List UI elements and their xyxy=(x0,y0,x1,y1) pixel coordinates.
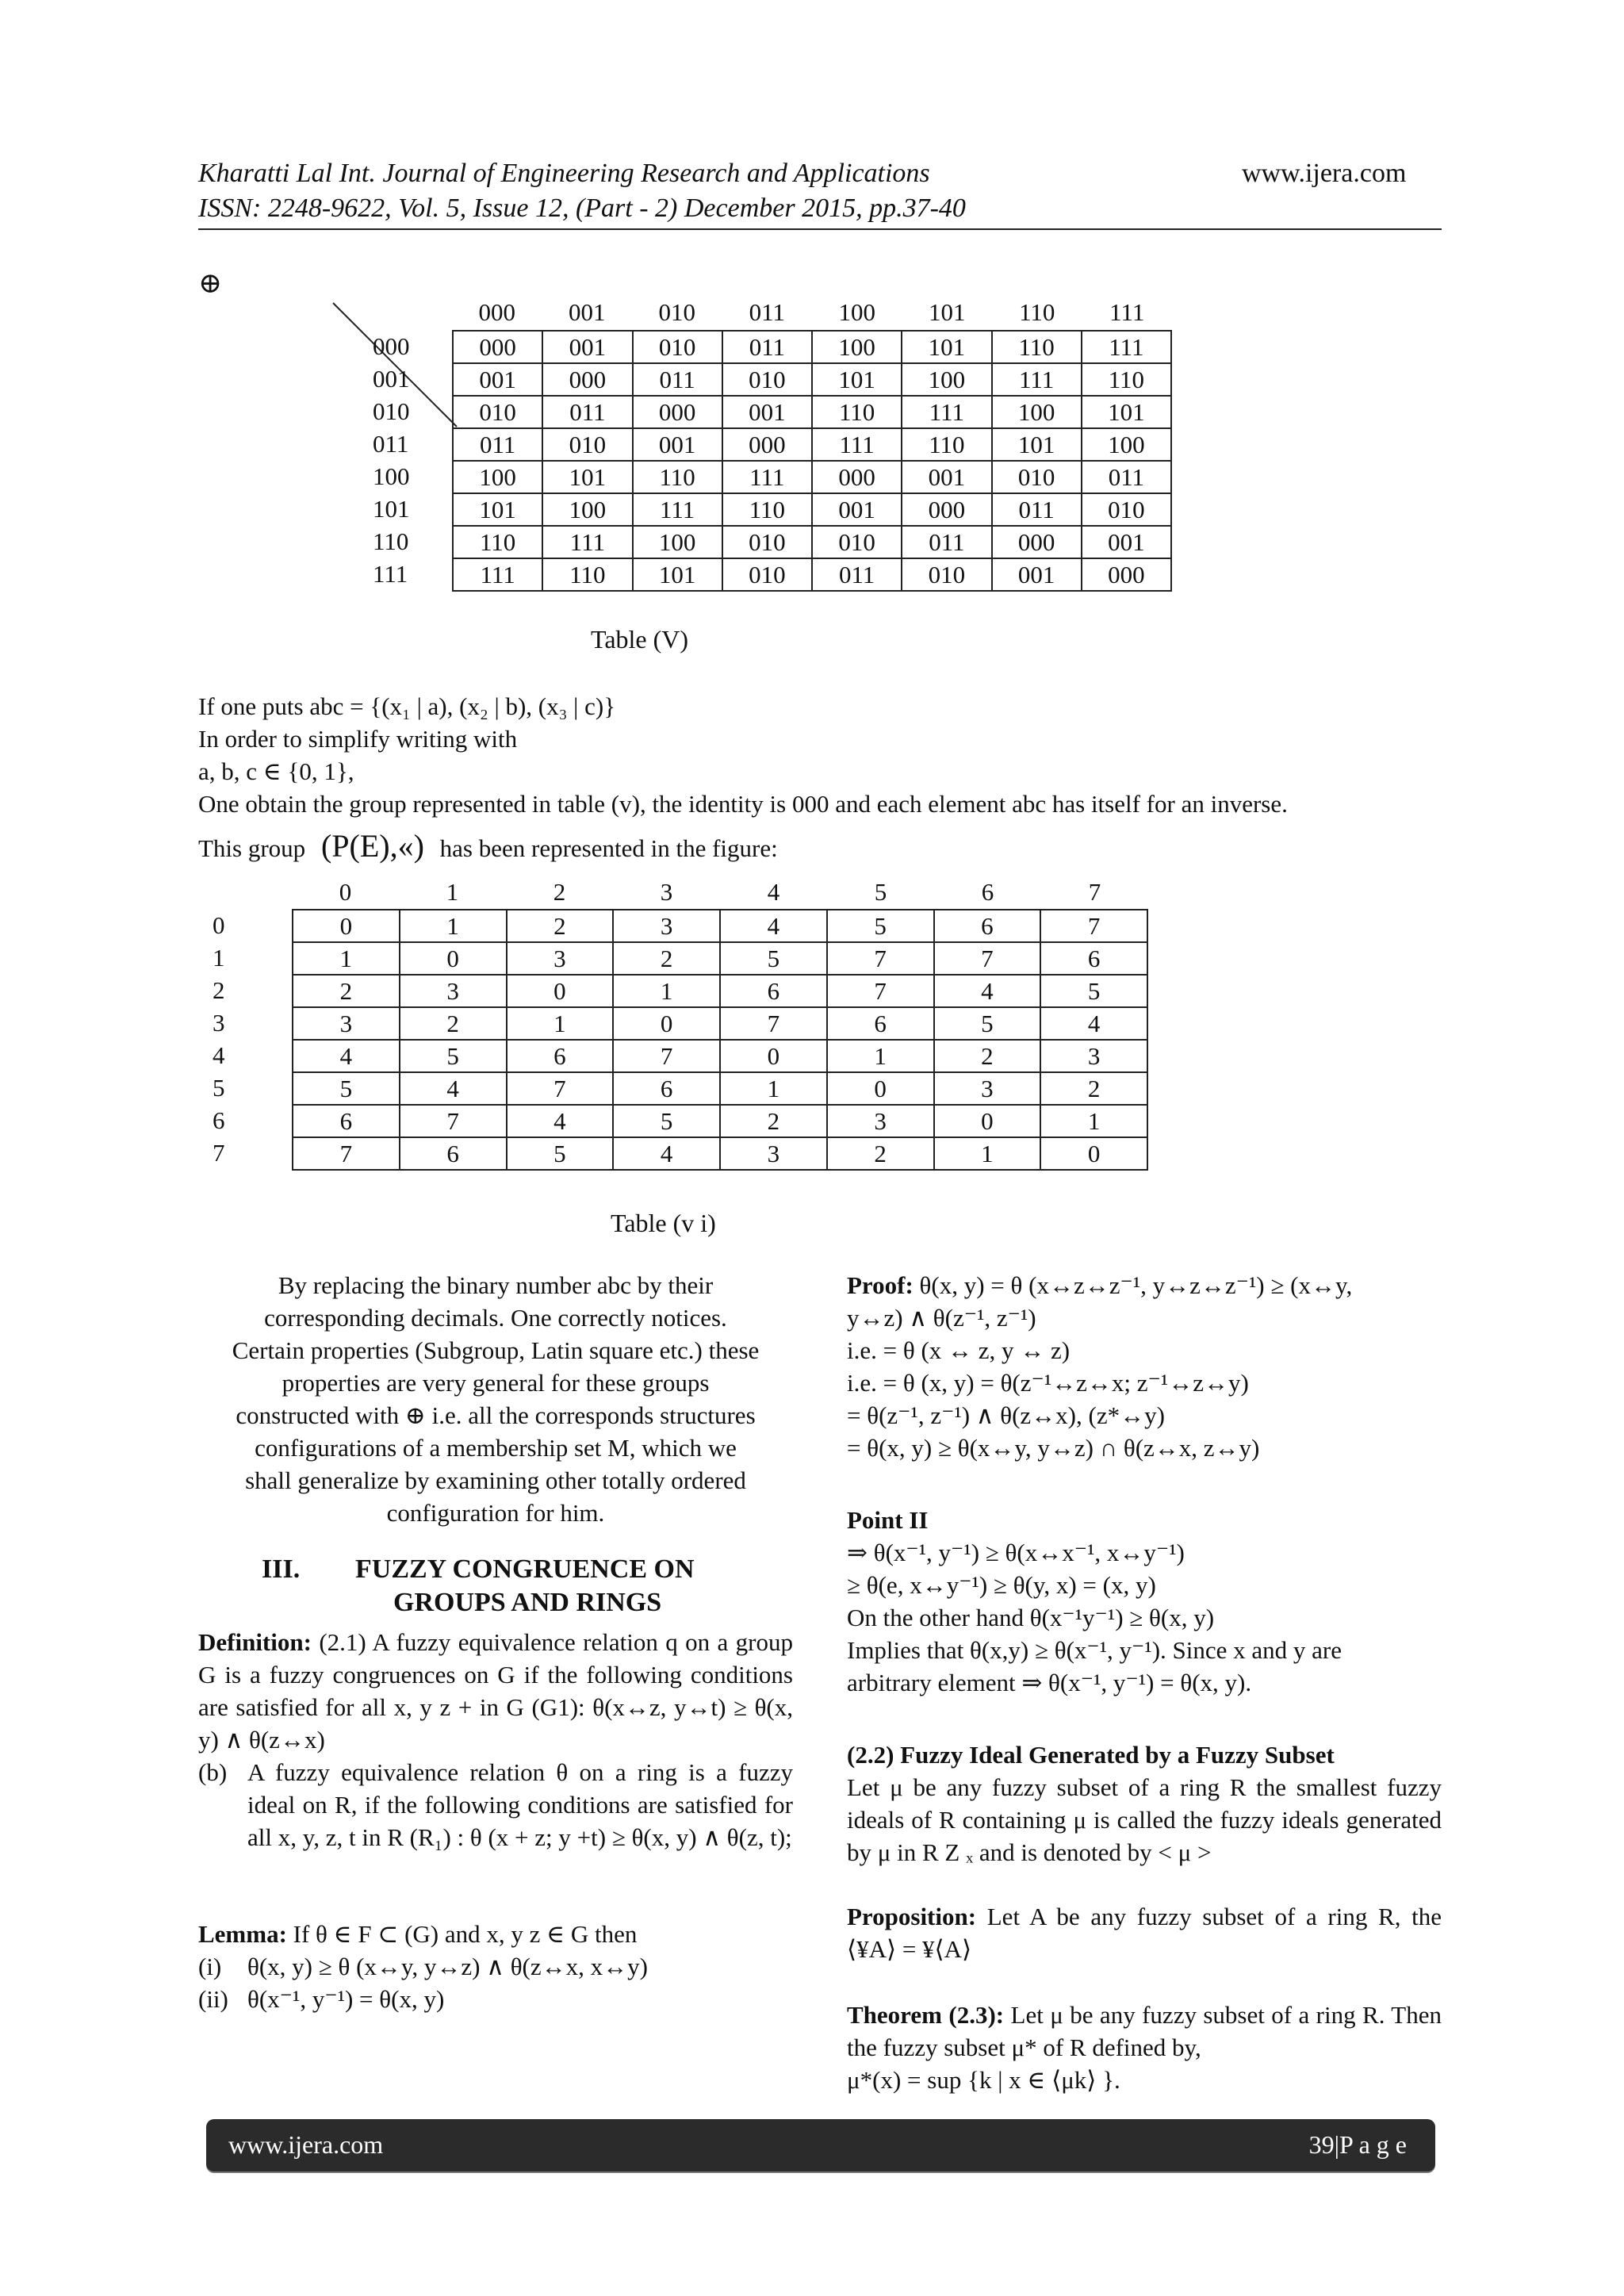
table6-cell: 2 xyxy=(720,1105,827,1137)
table6-cell: 6 xyxy=(720,975,827,1007)
table5-cell: 110 xyxy=(722,493,812,526)
table5-column-header: 011 xyxy=(749,298,785,326)
lemma-label: Lemma: xyxy=(198,1920,287,1948)
table5-cell: 011 xyxy=(812,558,902,591)
table5-cell: 101 xyxy=(633,558,722,591)
table5-row-header: 110 xyxy=(373,527,409,555)
table6-cell: 2 xyxy=(934,1040,1041,1072)
table6-cell: 6 xyxy=(1040,942,1147,975)
table6-cell: 5 xyxy=(613,1105,720,1137)
table6-row xyxy=(293,1007,1147,1040)
table5-cell: 011 xyxy=(902,526,991,558)
intro-line-2: In order to simplify writing with xyxy=(198,725,518,753)
point-2-line-1: ⇒ θ(x⁻¹, y⁻¹) ≥ θ(x↔x⁻¹, x↔y⁻¹) xyxy=(847,1539,1185,1566)
table5-cell: 101 xyxy=(453,493,542,526)
table5-column-header: 101 xyxy=(929,298,966,326)
point-2-heading: Point II xyxy=(847,1506,929,1534)
table5-cell: 111 xyxy=(542,526,632,558)
intro-line-5-post: has been represented in the figure: xyxy=(439,834,778,862)
lemma-ii-label: (ii) xyxy=(198,1985,228,2013)
table6-cell: 7 xyxy=(827,975,934,1007)
table5-column-header: 111 xyxy=(1109,298,1145,326)
table5-row xyxy=(453,331,1171,363)
definition-label: Definition: xyxy=(198,1628,312,1656)
proof-line-2: y↔z) ∧ θ(z⁻¹, z⁻¹) xyxy=(847,1304,1036,1332)
lemma-i: θ(x, y) ≥ θ (x↔y, y↔z) ∧ θ(z↔x, x↔y) xyxy=(247,1953,648,1980)
table5-column-headers xyxy=(452,298,1172,330)
table6-cell: 4 xyxy=(1040,1007,1147,1040)
table6-cell: 6 xyxy=(827,1007,934,1040)
table6-cell: 0 xyxy=(507,975,614,1007)
table6-column-header: 1 xyxy=(446,878,459,906)
table6-cell: 1 xyxy=(934,1137,1041,1170)
table6-cell: 2 xyxy=(507,910,614,942)
theorem-2-3 xyxy=(847,1999,1442,2064)
table6-cell: 7 xyxy=(507,1072,614,1105)
table6-cell: 1 xyxy=(613,975,720,1007)
table6-cell: 6 xyxy=(293,1105,400,1137)
intro-line-5-pre: This group xyxy=(198,834,306,862)
table5-cell: 101 xyxy=(812,363,902,396)
table5-cell: 101 xyxy=(902,331,991,363)
table6-cell: 6 xyxy=(613,1072,720,1105)
table5-cell: 110 xyxy=(1082,363,1171,396)
table5-row-header: 011 xyxy=(373,430,409,458)
intro-line-3: a, b, c ∈ {0, 1}, xyxy=(198,757,354,785)
table5-cell: 010 xyxy=(722,558,812,591)
table6-cell: 6 xyxy=(934,910,1041,942)
table6-cell: 4 xyxy=(934,975,1041,1007)
lemma-text: If θ ∈ F ⊂ (G) and x, y z ∈ G then xyxy=(293,1920,638,1948)
table6-cell: 3 xyxy=(293,1007,400,1040)
section-number: III. xyxy=(262,1554,301,1584)
table6-cell: 6 xyxy=(507,1040,614,1072)
table6-cell: 7 xyxy=(293,1137,400,1170)
table6-cell: 2 xyxy=(827,1137,934,1170)
table5-row xyxy=(453,493,1171,526)
table6-column-header: 3 xyxy=(660,878,673,906)
group-formula: (P(E),«) xyxy=(320,828,424,864)
table6-cell: 5 xyxy=(720,942,827,975)
table5-column-header: 010 xyxy=(658,298,695,326)
table5-cell: 000 xyxy=(633,396,722,428)
table5-cell: 011 xyxy=(992,493,1082,526)
table6-row-header: 0 xyxy=(213,911,225,939)
table5-cell: 100 xyxy=(812,331,902,363)
table5-row-header: 001 xyxy=(373,365,410,393)
lemma xyxy=(198,1918,637,1950)
table5-cell: 010 xyxy=(812,526,902,558)
table5-cell: 001 xyxy=(902,461,991,493)
table5-cell: 000 xyxy=(542,363,632,396)
table6-cell: 5 xyxy=(400,1040,507,1072)
table6-cell: 3 xyxy=(507,942,614,975)
left-paragraph-line: shall generalize by examining other totally ordered xyxy=(245,1466,746,1494)
table5-cell: 010 xyxy=(992,461,1082,493)
table5-column-header: 000 xyxy=(478,298,515,326)
table6-column-header: 2 xyxy=(553,878,566,906)
table6-row xyxy=(293,1105,1147,1137)
left-paragraph-line: constructed with ⊕ i.e. all the corresponds structures xyxy=(236,1401,756,1429)
table6-cell: 7 xyxy=(720,1007,827,1040)
table6-row-header: 7 xyxy=(213,1139,225,1167)
table5-cell: 100 xyxy=(992,396,1082,428)
table5-cell: 000 xyxy=(1082,558,1171,591)
section-title-1: FUZZY CONGRUENCE ON xyxy=(355,1554,695,1584)
proof-line-1-text: θ(x, y) = θ (x↔z↔z⁻¹, y↔z↔z⁻¹) ≥ (x↔y, xyxy=(919,1271,1353,1299)
table6-cell: 5 xyxy=(507,1137,614,1170)
table6-cell: 5 xyxy=(293,1072,400,1105)
table6-cell: 5 xyxy=(827,910,934,942)
proof-label: Proof: xyxy=(847,1271,914,1299)
table5-cell: 011 xyxy=(453,428,542,461)
table5-row xyxy=(453,461,1171,493)
table5-row-header: 111 xyxy=(373,560,408,588)
point-2-line-2: ≥ θ(e, x↔y⁻¹) ≥ θ(y, x) = (x, y) xyxy=(847,1571,1156,1599)
table5-cell: 000 xyxy=(722,428,812,461)
table6-cell: 7 xyxy=(827,942,934,975)
table6-cell: 4 xyxy=(720,910,827,942)
header-rule xyxy=(198,228,1442,230)
table5-column-header: 110 xyxy=(1019,298,1055,326)
table6-cell: 1 xyxy=(720,1072,827,1105)
lemma-i-label: (i) xyxy=(198,1953,222,1980)
table5-cell: 111 xyxy=(722,461,812,493)
table5-cell: 100 xyxy=(453,461,542,493)
table5-row xyxy=(453,363,1171,396)
left-paragraph-line: properties are very general for these groups xyxy=(282,1369,710,1397)
left-paragraph-line: Certain properties (Subgroup, Latin square etc.) these xyxy=(232,1336,760,1364)
table6-cell: 3 xyxy=(1040,1040,1147,1072)
table5-cell: 001 xyxy=(812,493,902,526)
table6-cell: 1 xyxy=(400,910,507,942)
table5-cell: 000 xyxy=(812,461,902,493)
table6-row xyxy=(293,975,1147,1007)
table5-grid xyxy=(452,330,1172,592)
table5-cell: 001 xyxy=(542,331,632,363)
section-title-2: GROUPS AND RINGS xyxy=(393,1588,662,1617)
table5-cell: 000 xyxy=(902,493,991,526)
table6-row-header: 6 xyxy=(213,1106,225,1134)
proposition-label: Proposition: xyxy=(847,1903,977,1930)
table5-row xyxy=(453,428,1171,461)
table5-cell: 010 xyxy=(722,526,812,558)
table5-cell: 111 xyxy=(812,428,902,461)
table5-cell: 100 xyxy=(1082,428,1171,461)
table6-cell: 7 xyxy=(613,1040,720,1072)
definition-b-label: (b) xyxy=(198,1758,228,1786)
table6-column-header: 5 xyxy=(874,878,887,906)
table6-cell: 3 xyxy=(934,1072,1041,1105)
table5-cell: 010 xyxy=(542,428,632,461)
table5-cell: 010 xyxy=(453,396,542,428)
left-paragraph-line: configuration for him. xyxy=(386,1499,605,1527)
point-2-line-4: Implies that θ(x,y) ≥ θ(x⁻¹, y⁻¹). Since x and y are xyxy=(847,1636,1342,1664)
table5-cell: 000 xyxy=(453,331,542,363)
table6-cell: 3 xyxy=(613,910,720,942)
table6-caption: Table (v i) xyxy=(611,1209,716,1237)
table6-row xyxy=(293,942,1147,975)
table5-cell: 001 xyxy=(453,363,542,396)
definition-2-1 xyxy=(198,1626,793,1756)
table6-cell: 7 xyxy=(400,1105,507,1137)
table6-cell: 7 xyxy=(1040,910,1147,942)
table6-cell: 4 xyxy=(293,1040,400,1072)
table5-cell: 100 xyxy=(633,526,722,558)
table6-row-header: 4 xyxy=(213,1041,225,1069)
definition-text: (2.1) A fuzzy equivalence relation q on a group G is a fuzzy congruences on G if the following conditions are satisfied for all x, y z + in G (G1): θ(x↔z, y↔t) ≥ θ(x, y) ∧ θ(z↔x) xyxy=(198,1628,793,1754)
left-paragraph-line: corresponding decimals. One correctly notices. xyxy=(264,1304,727,1332)
table5-cell: 110 xyxy=(633,461,722,493)
table5-cell: 100 xyxy=(902,363,991,396)
section-2-2-text: Let μ be any fuzzy subset of a ring R the smallest fuzzy ideals of R containing μ is called the fuzzy ideals generated by μ in R Z ₓ and is denoted by < μ > xyxy=(847,1773,1442,1866)
table5-row xyxy=(453,396,1171,428)
table6-cell: 3 xyxy=(400,975,507,1007)
table6-cell: 0 xyxy=(934,1105,1041,1137)
table5-cell: 101 xyxy=(542,461,632,493)
proposition-text: Let A be any fuzzy subset of a ring R, the ⟨¥A⟩ = ¥⟨A⟩ xyxy=(847,1903,1442,1963)
table6-column-header: 4 xyxy=(767,878,780,906)
table6-cell: 2 xyxy=(613,942,720,975)
definition-b-text: A fuzzy equivalence relation θ on a ring is a fuzzy ideal on R, if the following conditions are satisfied for all x, y, z, t in R (R₁) : θ (x + z; y +t) ≥ θ(x, y) ∧ θ(z, t); xyxy=(247,1758,793,1851)
table6-cell: 0 xyxy=(613,1007,720,1040)
table6-cell: 0 xyxy=(1040,1137,1147,1170)
issn-line: ISSN: 2248-9622, Vol. 5, Issue 12, (Part - 2) December 2015, pp.37-40 xyxy=(198,194,966,223)
table5-cell: 110 xyxy=(902,428,991,461)
table5-cell: 011 xyxy=(1082,461,1171,493)
table5-cell: 001 xyxy=(992,558,1082,591)
table5-cell: 001 xyxy=(722,396,812,428)
table5-row-headers xyxy=(373,330,428,590)
table6-column-headers xyxy=(292,878,1148,910)
section-2-2-heading: (2.2) Fuzzy Ideal Generated by a Fuzzy Subset xyxy=(847,1741,1335,1769)
theorem-formula: μ*(x) = sup {k | x ∈ ⟨μk⟩ }. xyxy=(847,2066,1120,2094)
table6-cell: 0 xyxy=(400,942,507,975)
table6-cell: 4 xyxy=(613,1137,720,1170)
table5-cell: 110 xyxy=(812,396,902,428)
xor-symbol: ⊕ xyxy=(198,267,223,299)
table5-cell: 111 xyxy=(992,363,1082,396)
left-paragraph-line: configurations of a membership set M, which we xyxy=(255,1434,737,1462)
table5-cell: 011 xyxy=(633,363,722,396)
table5-row xyxy=(453,526,1171,558)
table6-row xyxy=(293,910,1147,942)
table5-cell: 110 xyxy=(542,558,632,591)
table5-cell: 010 xyxy=(1082,493,1171,526)
table6-cell: 2 xyxy=(1040,1072,1147,1105)
table6-cell: 2 xyxy=(293,975,400,1007)
journal-title: Kharatti Lal Int. Journal of Engineering Research and Applications xyxy=(198,159,930,188)
footer-website: www.ijera.com xyxy=(228,2130,384,2159)
lemma-ii: θ(x⁻¹, y⁻¹) = θ(x, y) xyxy=(247,1985,445,2013)
theorem-label: Theorem (2.3): xyxy=(847,2001,1005,2029)
table6-row-header: 3 xyxy=(213,1009,225,1037)
table6-row xyxy=(293,1040,1147,1072)
left-paragraph xyxy=(198,1269,793,1529)
table5-row-header: 100 xyxy=(373,462,410,490)
table6-cell: 1 xyxy=(827,1040,934,1072)
point-2-line-3: On the other hand θ(x⁻¹y⁻¹) ≥ θ(x, y) xyxy=(847,1604,1215,1631)
intro-line-1: If one puts abc = {(x₁ | a), (x₂ | b), (x₃ | c)} xyxy=(198,692,616,720)
table6-cell: 1 xyxy=(1040,1105,1147,1137)
table5-row-header: 101 xyxy=(373,495,410,523)
table6-cell: 3 xyxy=(827,1105,934,1137)
table6-cell: 0 xyxy=(827,1072,934,1105)
table6-column-header: 7 xyxy=(1088,878,1101,906)
table5-cell: 101 xyxy=(1082,396,1171,428)
table6-cell: 2 xyxy=(400,1007,507,1040)
proof-line-5: = θ(z⁻¹, z⁻¹) ∧ θ(z↔x), (z*↔y) xyxy=(847,1401,1165,1429)
table5-cell: 111 xyxy=(633,493,722,526)
table5-cell: 011 xyxy=(542,396,632,428)
proof-line-6: = θ(x, y) ≥ θ(x↔y, y↔z) ∩ θ(z↔x, z↔y) xyxy=(847,1434,1260,1462)
table6-cell: 1 xyxy=(507,1007,614,1040)
table5-cell: 001 xyxy=(633,428,722,461)
page-footer xyxy=(206,2119,1435,2171)
table6-row xyxy=(293,1072,1147,1105)
intro-line-5 xyxy=(198,830,778,864)
table6-cell: 4 xyxy=(400,1072,507,1105)
table6-cell: 0 xyxy=(293,910,400,942)
proof-line-3: i.e. = θ (x ↔ z, y ↔ z) xyxy=(847,1336,1071,1364)
table5-cell: 010 xyxy=(902,558,991,591)
table5-cell: 110 xyxy=(453,526,542,558)
table5-cell: 111 xyxy=(453,558,542,591)
table6-row-header: 5 xyxy=(213,1074,225,1102)
table6-cell: 0 xyxy=(720,1040,827,1072)
table6-grid xyxy=(292,909,1148,1171)
table5-cell: 000 xyxy=(992,526,1082,558)
footer-page-number: 39|P a g e xyxy=(1308,2130,1407,2159)
table6-column-header: 6 xyxy=(981,878,994,906)
table6-row xyxy=(293,1137,1147,1170)
table5-cell: 010 xyxy=(722,363,812,396)
left-paragraph-line: By replacing the binary number abc by their xyxy=(278,1271,714,1299)
point-2-line-5: arbitrary element ⇒ θ(x⁻¹, y⁻¹) = θ(x, y). xyxy=(847,1669,1252,1696)
proof-line-4: i.e. = θ (x, y) = θ(z⁻¹↔z↔x; z⁻¹↔z↔y) xyxy=(847,1369,1249,1397)
intro-line-4: One obtain the group represented in table (v), the identity is 000 and each element abc has itself for an inverse. xyxy=(198,790,1288,818)
table6-column-header: 0 xyxy=(339,878,352,906)
table6-row-header: 2 xyxy=(213,976,225,1004)
table5-cell: 010 xyxy=(633,331,722,363)
proposition xyxy=(847,1900,1442,1965)
header-website: www.ijera.com xyxy=(1242,159,1407,188)
table5-cell: 001 xyxy=(1082,526,1171,558)
table6-cell: 6 xyxy=(400,1137,507,1170)
table5-column-header: 001 xyxy=(569,298,606,326)
table6-row-headers xyxy=(213,909,260,1169)
table5-row xyxy=(453,558,1171,591)
table6-cell: 1 xyxy=(293,942,400,975)
theorem-text: Let μ be any fuzzy subset of a ring R. Then the fuzzy subset μ* of R defined by, xyxy=(847,2001,1442,2061)
table5-row-header: 010 xyxy=(373,397,410,425)
table5-row-header: 000 xyxy=(373,332,410,360)
table5-cell: 110 xyxy=(992,331,1082,363)
table5-cell: 011 xyxy=(722,331,812,363)
table5-cell: 100 xyxy=(542,493,632,526)
table6-cell: 7 xyxy=(934,942,1041,975)
table6-row-header: 1 xyxy=(213,944,225,972)
table5-cell: 111 xyxy=(902,396,991,428)
table6-cell: 5 xyxy=(1040,975,1147,1007)
table6-cell: 4 xyxy=(507,1105,614,1137)
table5-column-header: 100 xyxy=(838,298,875,326)
table6-cell: 3 xyxy=(720,1137,827,1170)
table5-cell: 111 xyxy=(1082,331,1171,363)
proof-line-1 xyxy=(847,1269,1442,1301)
table5-caption: Table (V) xyxy=(591,625,689,654)
table5-cell: 101 xyxy=(992,428,1082,461)
table6-cell: 5 xyxy=(934,1007,1041,1040)
